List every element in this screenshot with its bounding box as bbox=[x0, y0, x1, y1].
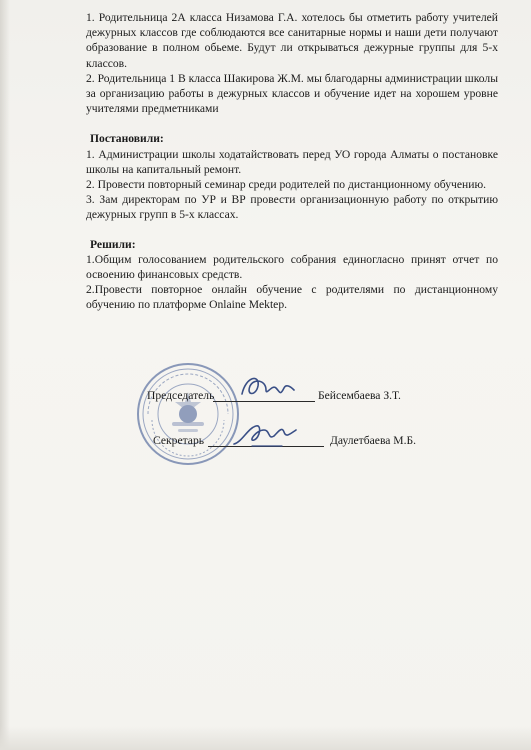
chair-label: Председатель bbox=[147, 389, 215, 402]
secretary-signature-mark bbox=[230, 416, 300, 452]
parent-remark-2: 2. Родительница 1 В класса Шакирова Ж.М. мы благодарны администрации школы за организацию работы в дежурных классов и обучение идет на хорошем уровне учителями предметниками bbox=[86, 71, 498, 116]
chair-name: Бейсембаева З.Т. bbox=[318, 389, 401, 402]
spacer bbox=[86, 223, 498, 237]
secretary-name: Даулетбаева М.Б. bbox=[330, 434, 417, 447]
postanovili-item-2: 2. Провести повторный семинар среди родителей по дистанционному обучению. bbox=[86, 178, 487, 192]
minutes-body bbox=[86, 10, 498, 313]
postanovili-heading: Постановили: bbox=[90, 132, 164, 146]
postanovili-item-1: 1. Администрации школы ходатайствовать перед УО города Алматы о постановке школы на капитальный ремонт. bbox=[86, 147, 498, 176]
reshili-heading: Решили: bbox=[90, 237, 136, 251]
reshili-item-2: 2.Провести повторное онлайн обучение с родителями по дистанционному обучению по платформе Onlaine Mektep. bbox=[86, 283, 498, 312]
chair-signature-mark bbox=[236, 370, 298, 404]
parent-remark-1: 1. Родительница 2А класса Низамова Г.А. хотелось бы отметить работу учителей дежурных классов где соблюдаются все санитарные нормы и наши дети получают образование в полном обьеме. Будут ли открываться дежурные группы для 5-х классов. bbox=[86, 11, 498, 70]
scan-shadow-left bbox=[0, 0, 10, 750]
secretary-label: Секретарь bbox=[153, 434, 205, 447]
spacer bbox=[86, 116, 498, 131]
official-seal-stamp bbox=[134, 360, 242, 468]
postanovili-item-3: 3. Зам директорам по УР и ВР провести организационную работу по открытию дежурных групп в 5-х классах. bbox=[86, 193, 498, 222]
reshili-item-1: 1.Общим голосованием родительского собрания единогласно принят отчет по освоению финансовых средств. bbox=[86, 252, 498, 282]
scan-shadow-bottom bbox=[0, 726, 531, 750]
